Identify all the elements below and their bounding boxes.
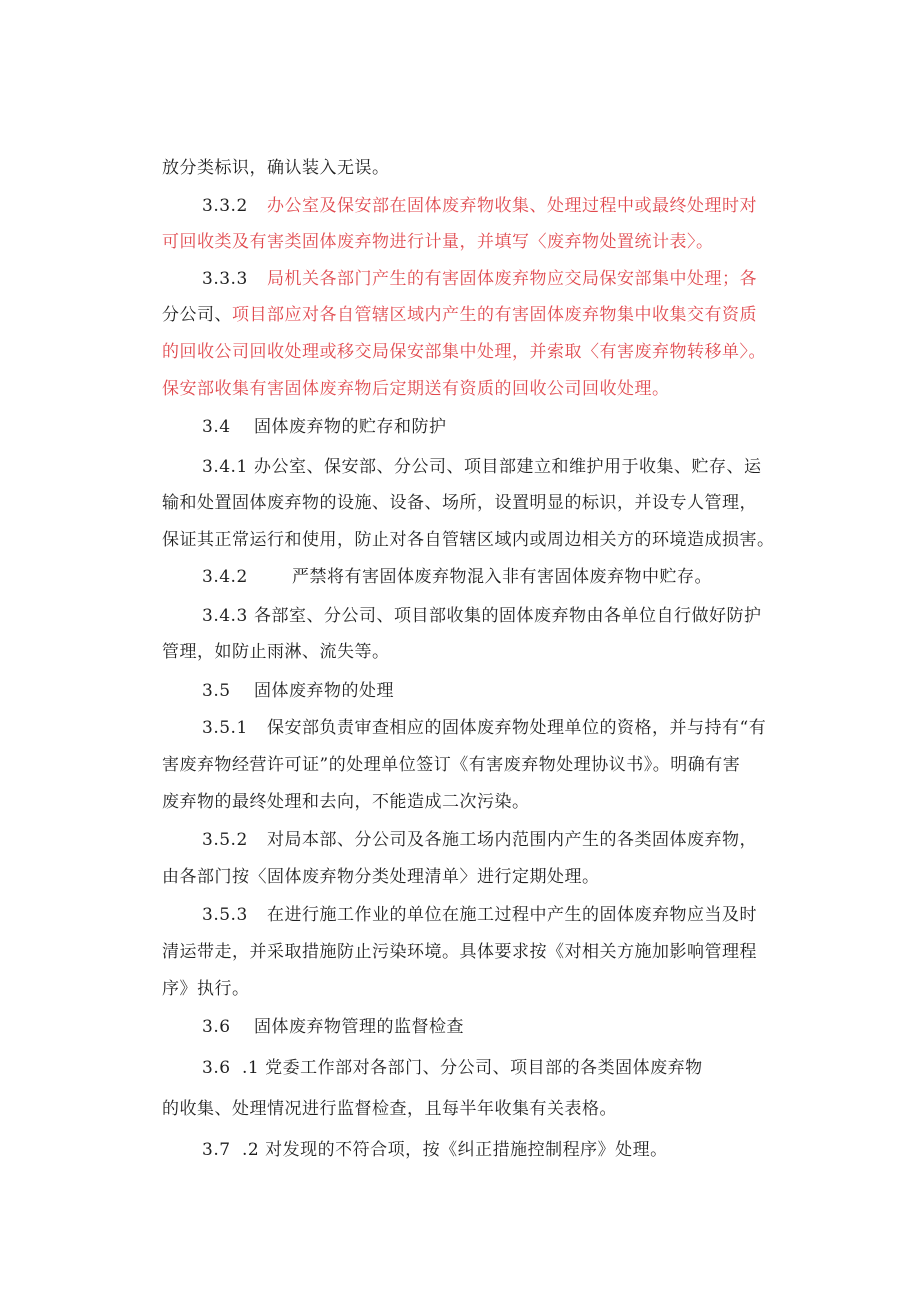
paragraph-line: 的回收公司回收处理或移交局保安部集中处理，并索取〈有害废弃物转移单〉。 <box>162 342 766 362</box>
section-number: 3.6 <box>202 1017 231 1037</box>
clause-3-4-3 <box>202 603 842 629</box>
clause-text: 各部室、分公司、项目部收集的固体废弃物由各单位自行做好防护 <box>254 606 762 626</box>
paragraph-line: 可回收类及有害类固体废弃物进行计量，并填写〈废弃物处置统计表〉。 <box>162 232 714 252</box>
paragraph-line: 保证其正常运行和使用，防止对各自管辖区域内或周边相关方的环境造成损害。 <box>162 530 775 550</box>
clause-text: 严禁将有害固体废弃物混入非有害固体废弃物中贮存。 <box>292 567 712 587</box>
paragraph-line: 的收集、处理情况进行监督检查，且每半年收集有关表格。 <box>162 1099 617 1119</box>
section-number: 3.4 <box>202 417 231 437</box>
section-title: 固体废弃物管理的监督检查 <box>254 1017 464 1037</box>
paragraph-line: 分公司、项目部应对各自管辖区域内产生的有害固体废弃物集中收集交有资质 <box>162 305 757 325</box>
clause-number: 3.5.1 <box>202 718 248 738</box>
clause-3-3-2 <box>202 193 842 219</box>
paragraph-line: 由各部门按〈固体废弃物分类处理清单〉进行定期处理。 <box>162 867 600 887</box>
section-heading-3-5 <box>202 678 842 704</box>
clause-text: 在进行施工作业的单位在施工过程中产生的固体废弃物应当及时 <box>267 905 757 925</box>
clause-3-4-2 <box>202 564 842 590</box>
clause-3-6-1 <box>202 1055 842 1081</box>
clause-3-3-3 <box>202 266 842 292</box>
clause-text: 办公室、保安部、分公司、项目部建立和维护用于收集、贮存、运 <box>254 457 762 477</box>
clause-text: 办公室及保安部在固体废弃物收集、处理过程中或最终处理时对 <box>267 196 757 216</box>
section-title: 固体废弃物的处理 <box>254 681 394 701</box>
clause-number: 3.5.3 <box>202 905 248 925</box>
clause-text: 局机关各部门产生的有害固体废弃物应交局保安部集中处理；各 <box>267 269 757 289</box>
clause-text: 保安部负责审查相应的固体废弃物处理单位的资格，并与持有“有 <box>267 718 767 738</box>
clause-number: 3.3.2 <box>202 196 248 216</box>
clause-3-4-1 <box>202 454 842 480</box>
paragraph-line: 管理，如防止雨淋、流失等。 <box>162 642 390 662</box>
section-heading-3-4 <box>202 414 842 440</box>
clause-number: 3.6 <box>202 1058 231 1078</box>
section-heading-3-6 <box>202 1014 842 1040</box>
clause-number: 3.4.1 <box>202 457 248 477</box>
section-title: 固体废弃物的贮存和防护 <box>254 417 447 437</box>
paragraph-line: 放分类标识，确认装入无误。 <box>162 158 390 178</box>
clause-3-5-2 <box>202 827 842 853</box>
clause-text: 对局本部、分公司及各施工场内范围内产生的各类固体废弃物， <box>267 830 757 850</box>
paragraph-line: 序》执行。 <box>162 979 250 999</box>
clause-number: 3.4.3 <box>202 606 248 626</box>
clause-number: 3.5.2 <box>202 830 248 850</box>
clause-text: .2 对发现的不符合项，按《纠正措施控制程序》处理。 <box>242 1140 668 1160</box>
clause-3-5-3 <box>202 902 842 928</box>
paragraph-line: 害废弃物经营许可证”的处理单位签订《有害废弃物处理协议书》。明确有害 <box>162 755 741 775</box>
paragraph-line: 保安部收集有害固体废弃物后定期送有资质的回收公司回收处理。 <box>162 379 670 399</box>
paragraph-line: 输和处置固体废弃物的设施、设备、场所，设置明显的标识，并设专人管理， <box>162 493 757 513</box>
paragraph-line: 清运带走，并采取措施防止污染环境。具体要求按《对相关方施加影响管理程 <box>162 942 757 962</box>
clause-number: 3.4.2 <box>202 567 248 587</box>
clause-number: 3.3.3 <box>202 269 248 289</box>
clause-number: 3.7 <box>202 1140 231 1160</box>
clause-3-5-1 <box>202 715 842 741</box>
section-number: 3.5 <box>202 681 231 701</box>
clause-text: .1 党委工作部对各部门、分公司、项目部的各类固体废弃物 <box>242 1058 703 1078</box>
clause-3-7-2 <box>202 1137 842 1163</box>
paragraph-line: 废弃物的最终处理和去向，不能造成二次污染。 <box>162 792 530 812</box>
